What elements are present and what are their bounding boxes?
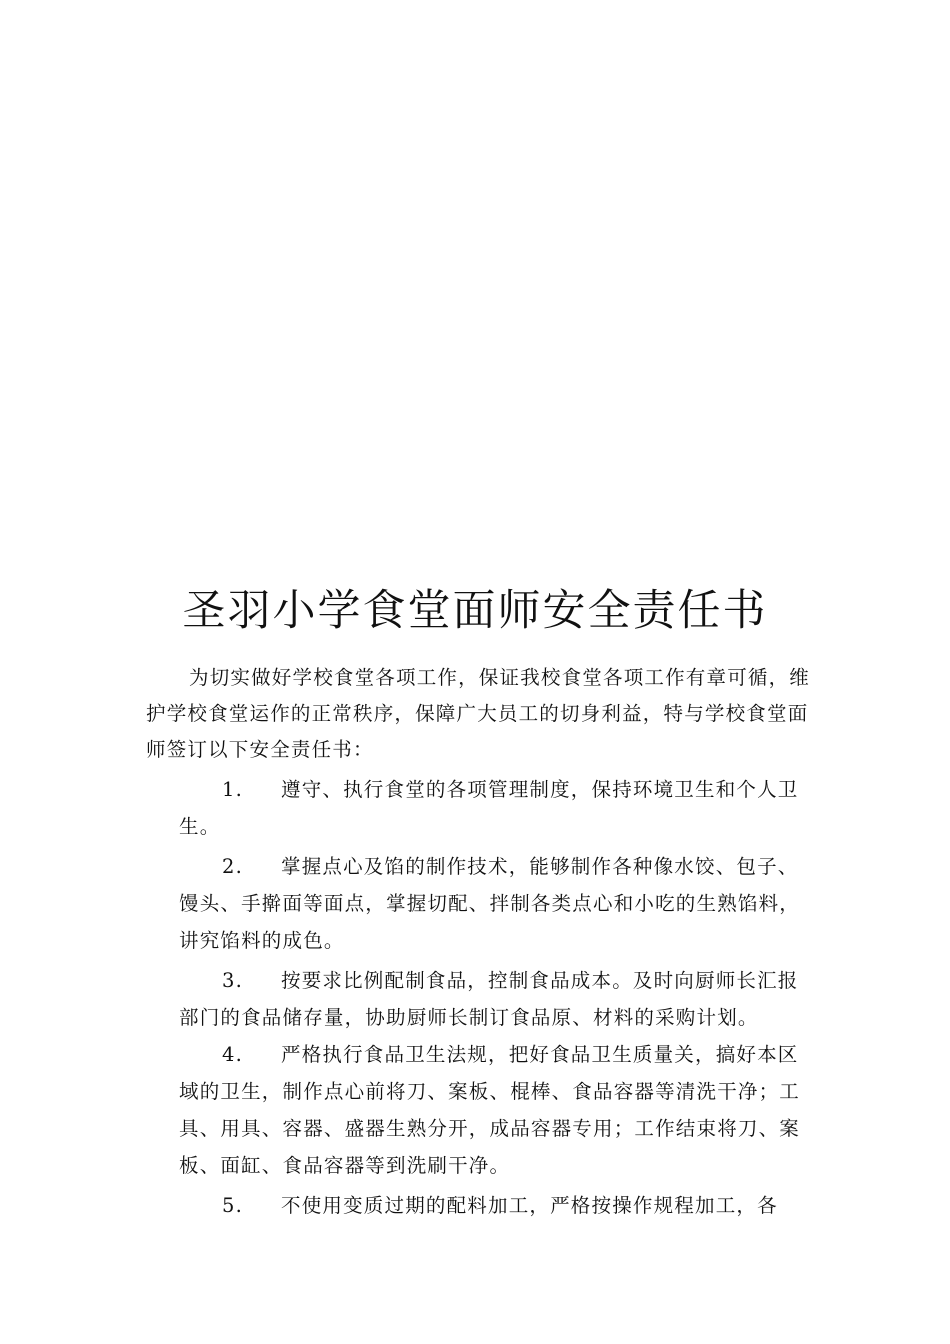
list-item-text: 不使用变质过期的配料加工，严格按操作规程加工，各 — [281, 1194, 778, 1217]
document-title: 圣羽小学食堂面师安全责任书 — [182, 585, 768, 636]
responsibility-list — [179, 771, 819, 1224]
list-item-4 — [179, 1036, 819, 1184]
list-item-text: 遵守、执行食堂的各项管理制度，保持环境卫生和个人卫生。 — [179, 778, 799, 838]
list-item-2 — [179, 848, 819, 959]
list-item-text: 按要求比例配制食品，控制食品成本。及时向厨师长汇报部门的食品储存量，协助厨师长制订食品原、材料的采购计划。 — [179, 969, 799, 1029]
list-item-3 — [179, 962, 819, 1036]
list-item-text: 掌握点心及馅的制作技术，能够制作各种像水饺、包子、馒头、手擀面等面点，掌握切配、拌制各类点心和小吃的生熟馅料，讲究馅料的成色。 — [179, 855, 801, 952]
intro-paragraph: 为切实做好学校食堂各项工作，保证我校食堂各项工作有章可循，维护学校食堂运作的正常秩序，保障广大员工的切身利益，特与学校食堂面师签订以下安全责任书： — [146, 666, 811, 761]
list-item-text: 严格执行食品卫生法规，把好食品卫生质量关，搞好本区域的卫生，制作点心前将刀、案板、棍棒、食品容器等清洗干净；工具、用具、容器、盛器生熟分开，成品容器专用；工作结束将刀、案板、面缸、食品容器等到洗刷干净。 — [179, 1043, 801, 1177]
list-item-5 — [179, 1187, 819, 1224]
list-item-1 — [179, 771, 819, 845]
list-item-number: 1. — [222, 778, 244, 801]
list-item-number: 4. — [222, 1043, 244, 1066]
list-item-number: 5. — [222, 1194, 244, 1217]
list-item-number: 2. — [222, 855, 244, 878]
list-item-number: 3. — [222, 969, 244, 992]
